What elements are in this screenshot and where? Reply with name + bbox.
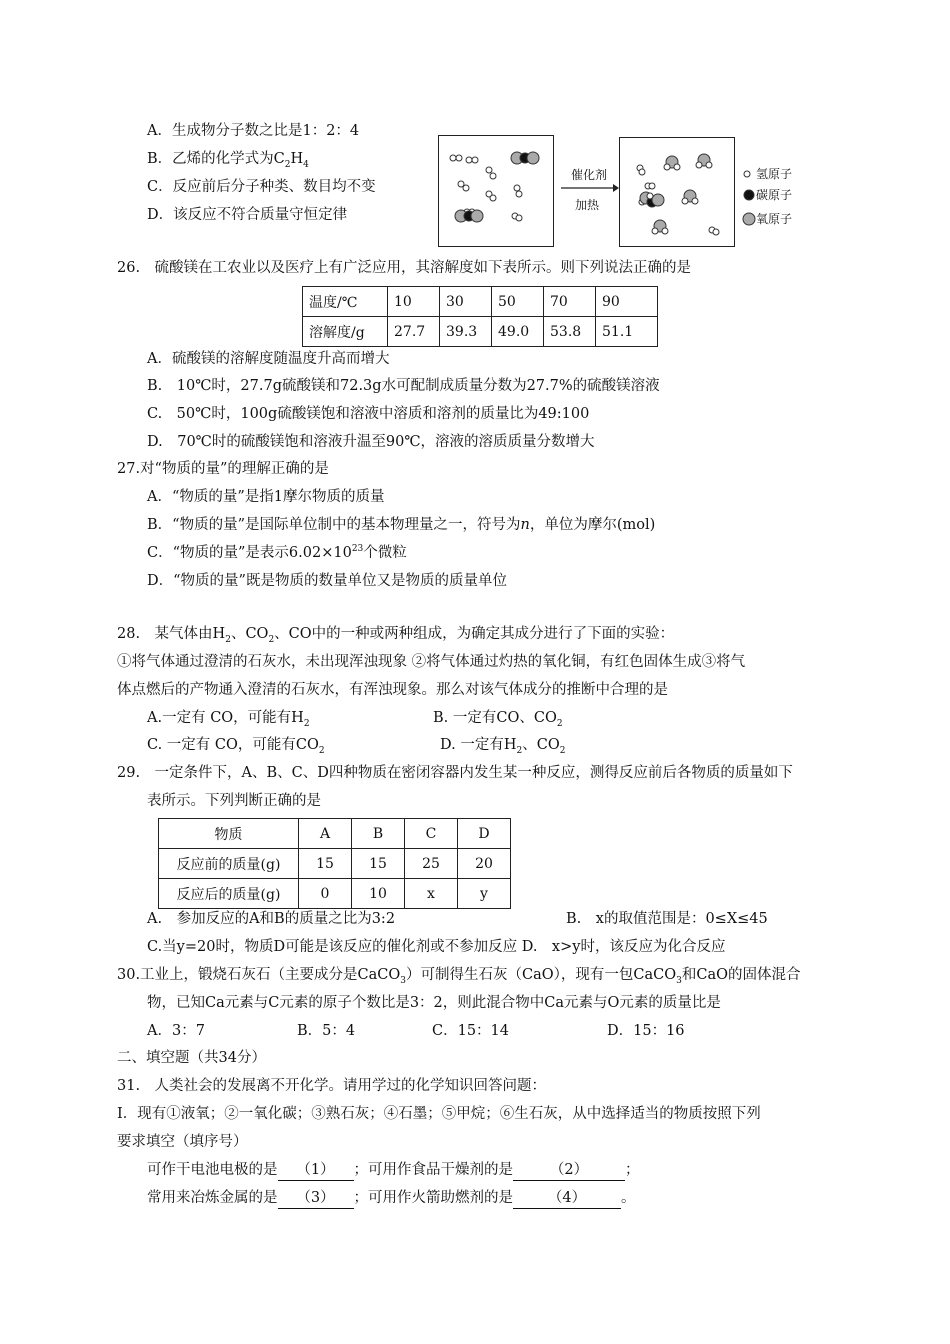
q28-option-a: A.一定有 CO，可能有$H_2$ (147, 710, 310, 729)
product-molecules (620, 138, 734, 246)
table-cell: 50 (492, 287, 544, 317)
table-cell: C (405, 819, 458, 849)
q26-stem: 26. 硫酸镁在工农业以及医疗上有广泛应用，其溶解度如下表所示。则下列说法正确的是 (117, 260, 692, 276)
q30-option-a: A．3：7 (147, 1023, 205, 1039)
legend-oxygen: 氧原子 (756, 212, 793, 226)
section-heading: 二、填空题（共34分） (117, 1050, 266, 1066)
table-cell: D (458, 819, 511, 849)
catalyst-label: 催化剂 (571, 168, 608, 182)
table-cell: 25 (405, 849, 458, 879)
table-cell: 27.7 (388, 317, 440, 347)
q28-option-c: C. 一定有 CO，可能有$CO_2$ (147, 737, 325, 756)
table-cell: 反应前的质量(g) (159, 849, 299, 879)
q25-option-a: A．生成物分子数之比是1：2：4 (147, 123, 360, 139)
q29-stem-1: 29. 一定条件下，A、B、C、D四种物质在密闭容器内发生某一种反应，测得反应前后各物质的质量如下 (117, 765, 793, 781)
table-row (303, 317, 658, 347)
table-cell: 温度/℃ (303, 287, 388, 317)
legend-hydrogen: 氢原子 (756, 167, 793, 181)
q27-option-c: C．“物质的量”是表示$6.02\times 10^{23}$个微粒 (147, 544, 407, 561)
table-cell: y (458, 879, 511, 909)
table-cell: 0 (299, 879, 352, 909)
q25-option-b: B．乙烯的化学式为$C_2H_4$ (147, 151, 309, 170)
q28-stem: 28. 某气体由$H_2$、$CO_2$、CO中的一种或两种组成，为确定其成分进行了下面的实验： (117, 626, 675, 645)
table-cell: 20 (458, 849, 511, 879)
table-row (159, 819, 511, 849)
table-cell: 10 (352, 879, 405, 909)
table-cell: B (352, 819, 405, 849)
q29-option-b: B. x的取值范围是：0≤X≤45 (566, 911, 768, 927)
answer-blank-1[interactable]: （1） (278, 1160, 354, 1181)
q28-option-d: D. 一定有$H_2$、$CO_2$ (440, 737, 566, 756)
products-box (619, 137, 735, 247)
table-cell: x (405, 879, 458, 909)
table-cell: A (299, 819, 352, 849)
q29-option-a: A. 参加反应的A和B的质量之比为3:2 (147, 911, 396, 927)
reactants-box (438, 135, 554, 247)
mass-table (158, 818, 511, 909)
q28-line-3: 体点燃后的产物通入澄清的石灰水，有浑浊现象。那么对该气体成分的推断中合理的是 (117, 682, 668, 698)
table-cell: 物质 (159, 819, 299, 849)
q27-option-b: B．“物质的量”是国际单位制中的基本物理量之一，符号为n，单位为摩尔(mol) (147, 517, 656, 533)
q30-option-d: D．15：16 (607, 1023, 685, 1039)
heat-label: 加热 (575, 198, 600, 212)
solubility-table (302, 286, 658, 347)
table-cell: 53.8 (544, 317, 596, 347)
answer-blank-2[interactable]: （2） (513, 1160, 625, 1181)
q27-option-a: A．“物质的量”是指1摩尔物质的质量 (147, 489, 385, 505)
q31-part1: Ⅰ．现有①液氧；②一氧化碳；③熟石灰；④石墨；⑤甲烷；⑥生石灰，从中选择适当的物质按照下列 (117, 1106, 761, 1122)
table-cell: 15 (352, 849, 405, 879)
table-row (159, 849, 511, 879)
table-cell: 溶解度/g (303, 317, 388, 347)
q27-stem: 27.对“物质的量”的理解正确的是 (117, 461, 329, 477)
q26-option-c: C. 50℃时，100g硫酸镁饱和溶液中溶质和溶剂的质量比为49:100 (147, 406, 590, 422)
legend-carbon: 碳原子 (756, 188, 793, 202)
table-cell: 90 (596, 287, 658, 317)
reaction-arrow (559, 183, 619, 193)
q31-fill-line-2: 常用来冶炼金属的是 （3） ；可用作火箭助燃剂的是 （4） 。 (147, 1188, 636, 1209)
legend-icons (742, 167, 756, 229)
q28-line-2: ①将气体通过澄清的石灰水，未出现浑浊现象 ②将气体通过灼热的氧化铜，有红色固体生成③将气 (117, 654, 746, 670)
table-cell: 51.1 (596, 317, 658, 347)
q26-option-b: B. 10℃时，27.7g硫酸镁和72.3g水可配制成质量分数为27.7%的硫酸镁溶液 (147, 378, 660, 394)
reactant-molecules (439, 136, 553, 246)
q30-option-b: B．5：4 (297, 1023, 356, 1039)
table-cell: 10 (388, 287, 440, 317)
table-cell: 49.0 (492, 317, 544, 347)
q26-option-d: D. 70℃时的硫酸镁饱和溶液升温至90℃，溶液的溶质质量分数增大 (147, 434, 595, 450)
table-cell: 39.3 (440, 317, 492, 347)
table-cell: 70 (544, 287, 596, 317)
table-row (159, 879, 511, 909)
q30-option-c: C．15：14 (432, 1023, 509, 1039)
table-cell: 反应后的质量(g) (159, 879, 299, 909)
q31-fill-line-1: 可作干电池电极的是 （1） ；可用作食品干燥剂的是 （2） ； (147, 1160, 640, 1181)
q25-option-c: C．反应前后分子种类、数目均不变 (147, 179, 376, 195)
q30-stem-2: 物，已知Ca元素与C元素的原子个数比是3：2，则此混合物中Ca元素与O元素的质量比是 (147, 995, 721, 1011)
q27-option-d: D．“物质的量”既是物质的数量单位又是物质的质量单位 (147, 573, 507, 589)
table-cell: 30 (440, 287, 492, 317)
q28-option-b: B. 一定有CO、$CO_2$ (433, 710, 563, 729)
q26-option-a: A．硫酸镁的溶解度随温度升高而增大 (147, 351, 390, 367)
q31-stem: 31. 人类社会的发展离不开化学。请用学过的化学知识回答问题： (117, 1078, 547, 1094)
q30-stem-1: 30.工业上，锻烧石灰石（主要成分是CaCO$_3$）可制得生石灰（CaO），现有一包CaCO$_3$和CaO的固体混合 (117, 967, 801, 986)
q29-option-cd: C.当y=20时，物质D可能是该反应的催化剂或不参加反应 D. x>y时，该反应为化合反应 (147, 939, 726, 955)
answer-blank-4[interactable]: （4） (513, 1188, 621, 1209)
table-row (303, 287, 658, 317)
q29-stem-2: 表所示。下列判断正确的是 (147, 793, 321, 809)
q25-option-d: D．该反应不符合质量守恒定律 (147, 207, 348, 223)
answer-blank-3[interactable]: （3） (278, 1188, 354, 1209)
table-cell: 15 (299, 849, 352, 879)
q31-part1-cont: 要求填空（填序号） (117, 1134, 248, 1150)
